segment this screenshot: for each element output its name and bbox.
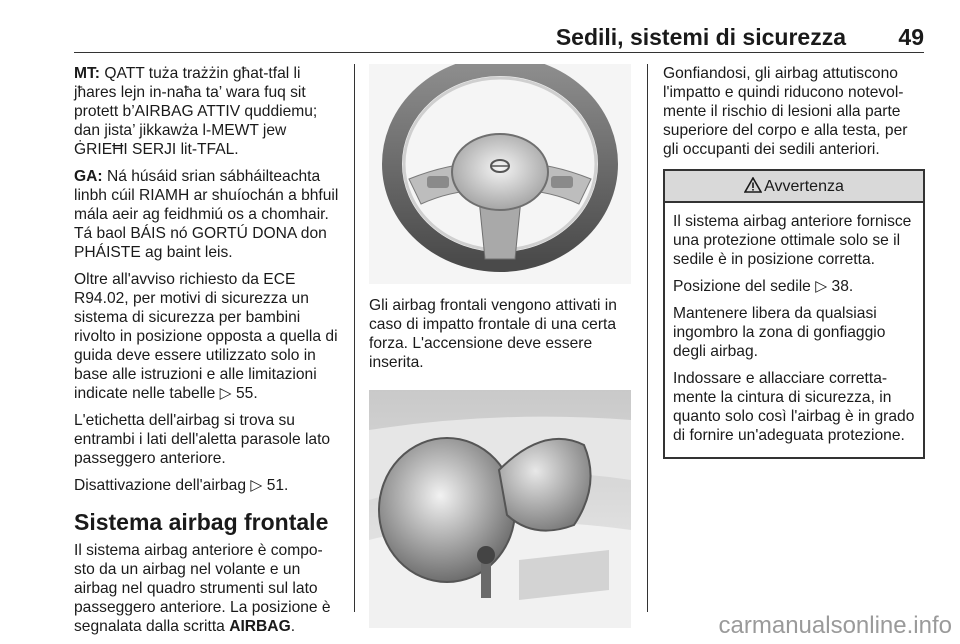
deployed-airbags-figure xyxy=(369,390,631,628)
figure-caption: Gli airbag frontali vengono attivati in caso di impatto frontale di una certa forza. L'accensione deve essere inserita. xyxy=(369,297,617,371)
page-reference-icon: ▷ xyxy=(815,278,828,295)
warning-paragraph: Mantenere libera da qualsiasi ingombro la zona di gonfiaggio degli airbag. xyxy=(673,305,886,360)
warning-paragraph xyxy=(673,277,915,296)
page-reference-icon: ▷ xyxy=(219,385,232,402)
warning-maltese xyxy=(74,64,342,159)
warning-header xyxy=(665,171,923,203)
watermark: carmanualsonline.info xyxy=(718,612,952,639)
paragraph-text: Il sistema airbag anteriore è compo-sto da un airbag nel volante e un airbag nel quadro strumenti sul lato passeggero anteriore. La posizione è segnalata dalla scritta xyxy=(74,542,331,635)
paragraph xyxy=(74,270,342,403)
page-reference[interactable]: 51. xyxy=(266,477,289,494)
warning-irish xyxy=(74,167,342,262)
warning-triangle-icon xyxy=(744,177,762,193)
warning-paragraph: Indossare e allacciare corretta-mente la cintura di sicurezza, in quanto solo così l'airbag è in grado di fornire un'adeguata protezione. xyxy=(673,370,915,444)
maltese-text: QATT tuża trażżin għat-tfal li jħares lejn in-naħa ta’ wara fuq sit protett b’AIRBAG ATTIV quddiemu; dan jista’ jikkawża l-MEWT jew ĠRIEĦI SERJI lit-TFAL. xyxy=(74,65,318,158)
language-label: GA: xyxy=(74,168,103,185)
punctuation: . xyxy=(290,618,296,635)
warning-body xyxy=(665,203,923,457)
paragraph-text: Disattivazione dell'airbag xyxy=(74,477,247,494)
irish-text: Ná húsáid srian sábháilteachta linbh cúil RIAMH ar shuíochán a bhfuil mála aeir ag feidhmiú os a chomhair. Tá baol BÁIS nó GORTÚ DONA don PHÁISTE ag baint leis. xyxy=(74,168,339,261)
page-reference[interactable]: 38. xyxy=(831,278,854,295)
paragraph: L'etichetta dell'airbag si trova su entrambi i lati dell'aletta parasole lato passeggero anteriore. xyxy=(74,412,331,467)
paragraph xyxy=(74,476,342,495)
paragraph xyxy=(74,541,342,636)
column-middle xyxy=(369,64,631,628)
warning-paragraph: Il sistema airbag anteriore fornisce una protezione ottimale solo se il sedile è in posizione corretta. xyxy=(673,213,912,268)
airbag-label: AIRBAG xyxy=(229,618,291,635)
paragraph-text: Oltre all'avviso richiesto da ECE R94.02, per motivi di sicurezza un sistema di sicurezza per bambini rivolto in posizione opposta a quella di guida deve essere utilizzato solo in base alle istruzioni e alle limitazioni indicate nelle tabelle xyxy=(74,271,338,402)
paragraph-text: Posizione del sedile xyxy=(673,278,811,295)
page-header xyxy=(74,22,924,53)
column-divider xyxy=(647,64,648,612)
page-number: 49 xyxy=(898,24,924,50)
paragraph: Gonfiandosi, gli airbag attutiscono l'impatto e quindi riducono notevol-mente il rischio di lesioni alla parte superiore del corpo e alla testa, per gli occupanti dei sedili anteriori. xyxy=(663,65,908,158)
section-heading: Sistema airbag frontale xyxy=(74,509,329,535)
language-label: MT: xyxy=(74,65,100,82)
deployed-airbags-illustration xyxy=(369,390,631,628)
column-left xyxy=(74,64,342,644)
column-divider xyxy=(354,64,355,612)
warning-box xyxy=(663,169,925,459)
column-right xyxy=(663,64,925,459)
steering-wheel-figure xyxy=(369,64,631,284)
page-reference-icon: ▷ xyxy=(250,477,263,494)
page-reference[interactable]: 55. xyxy=(236,385,258,402)
steering-wheel-illustration xyxy=(369,64,631,284)
warning-title: Avvertenza xyxy=(764,178,844,195)
page-title: Sedili, sistemi di sicurezza xyxy=(555,24,846,50)
